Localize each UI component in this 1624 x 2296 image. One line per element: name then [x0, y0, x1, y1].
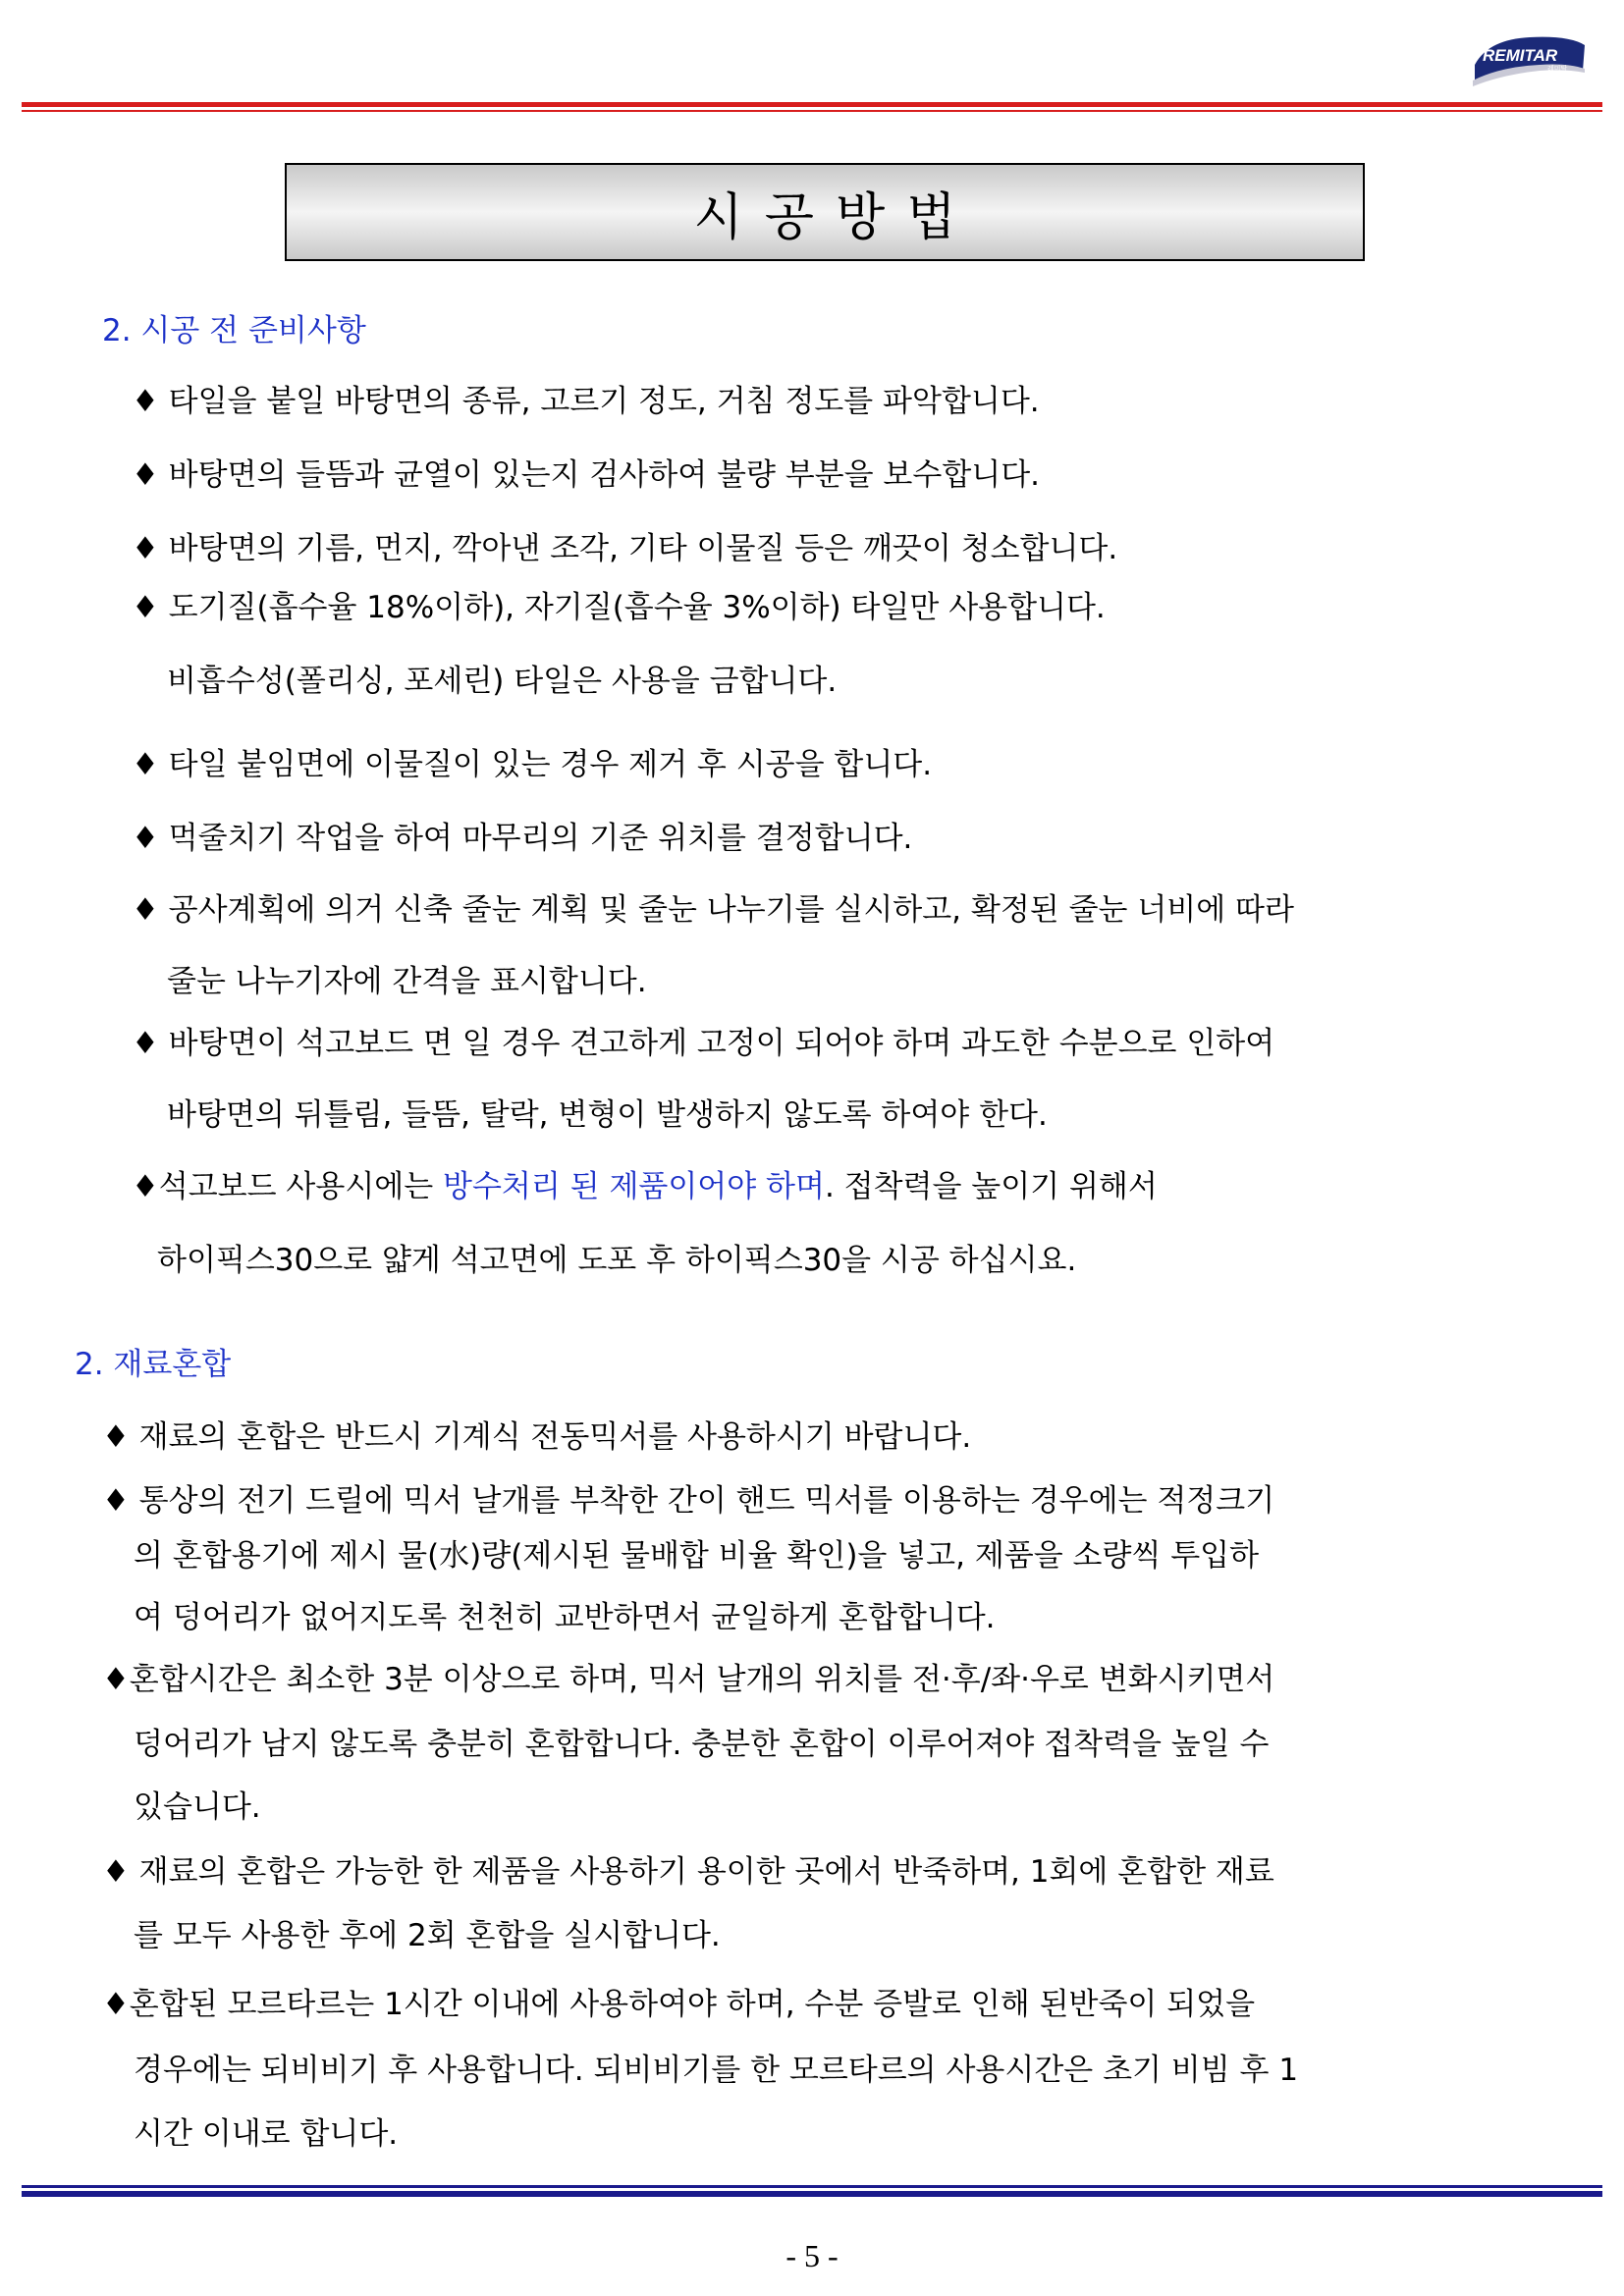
list-item: ♦ 도기질(흡수율 18%이하), 자기질(흡수율 3%이하) 타일만 사용합니다.: [132, 590, 1106, 625]
title-box: [285, 163, 1365, 261]
list-item-continuation: 덩어리가 남지 않도록 충분히 혼합합니다. 충분한 혼합이 이루어져야 접착력을 높일 수: [134, 1727, 1270, 1762]
section-heading-mixing: 2. 재료혼합: [75, 1347, 232, 1382]
list-item-continuation: 하이픽스30으로 얇게 석고면에 도포 후 하이픽스30을 시공 하십시요.: [157, 1243, 1077, 1278]
footer-rule-blue-thick: [22, 2191, 1602, 2197]
list-item-continuation: 여 덩어리가 없어지도록 천천히 교반하면서 균일하게 혼합합니다.: [134, 1600, 996, 1635]
list-item: ♦ 재료의 혼합은 반드시 기계식 전동믹서를 사용하시기 바랍니다.: [102, 1419, 972, 1455]
header-rule-red: [22, 102, 1602, 107]
list-item: ♦혼합시간은 최소한 3분 이상으로 하며, 믹서 날개의 위치를 전·후/좌·우로 변화시키면서: [102, 1662, 1275, 1697]
section-heading-preparation: 2. 시공 전 준비사항: [102, 313, 366, 348]
list-item-continuation: 있습니다.: [134, 1789, 261, 1825]
page-title: 시공방법: [693, 187, 978, 247]
gypsum-highlight: 방수처리 된 제품이어야 하며: [443, 1169, 825, 1204]
header-rule-red-thin: [22, 110, 1602, 112]
remitar-logo: [1471, 31, 1587, 86]
list-item: ♦ 바탕면이 석고보드 면 일 경우 견고하게 고정이 되어야 하며 과도한 수분으로 인하여: [132, 1026, 1275, 1061]
page-number: - 5 -: [785, 2238, 839, 2273]
list-item: ♦ 먹줄치기 작업을 하여 마무리의 기준 위치를 결정합니다.: [132, 821, 913, 856]
list-item: ♦ 바탕면의 기름, 먼지, 깍아낸 조각, 기타 이물질 등은 깨끗이 청소합니다.: [132, 531, 1118, 566]
list-item: ♦ 바탕면의 들뜸과 균열이 있는지 검사하여 불량 부분을 보수합니다.: [132, 457, 1041, 493]
footer-rule-blue: [22, 2185, 1602, 2188]
logo-text: REMITAR: [1483, 46, 1558, 65]
logo-subtext: 레미탈: [1547, 65, 1568, 73]
list-item-continuation: 시간 이내로 합니다.: [134, 2116, 399, 2152]
gypsum-text-start: ♦석고보드 사용시에는: [132, 1169, 444, 1204]
list-item-gypsum: [132, 1170, 1158, 1203]
list-item-continuation: 의 혼합용기에 제시 물(水)량(제시된 물배합 비율 확인)을 넣고, 제품을 소량씩 투입하: [134, 1538, 1260, 1574]
list-item: ♦ 통상의 전기 드릴에 믹서 날개를 부착한 간이 핸드 믹서를 이용하는 경우에는 적정크기: [102, 1483, 1275, 1519]
list-item: ♦ 공사계획에 의거 신축 줄눈 계획 및 줄눈 나누기를 실시하고, 확정된 줄눈 너비에 따라: [132, 892, 1294, 928]
list-item-continuation: 경우에는 되비비기 후 사용합니다. 되비비기를 한 모르타르의 사용시간은 초기 비빔 후 1: [134, 2053, 1299, 2088]
list-item: ♦혼합된 모르타르는 1시간 이내에 사용하여야 하며, 수분 증발로 인해 된반죽이 되었을: [102, 1987, 1256, 2022]
list-item-continuation: 줄눈 나누기자에 간격을 표시합니다.: [167, 964, 647, 999]
list-item: ♦ 재료의 혼합은 가능한 한 제품을 사용하기 용이한 곳에서 반죽하며, 1회에 혼합한 재료: [102, 1854, 1274, 1890]
gypsum-text-end: . 접착력을 높이기 위해서: [824, 1169, 1158, 1204]
list-item-continuation: 비흡수성(폴리싱, 포세린) 타일은 사용을 금합니다.: [167, 664, 838, 699]
list-item-continuation: 를 모두 사용한 후에 2회 혼합을 실시합니다.: [134, 1918, 721, 1953]
list-item-continuation: 바탕면의 뒤틀림, 들뜸, 탈락, 변형이 발생하지 않도록 하여야 한다.: [167, 1097, 1048, 1133]
list-item: ♦ 타일을 붙일 바탕면의 종류, 고르기 정도, 거침 정도를 파악합니다.: [132, 384, 1040, 419]
list-item: ♦ 타일 붙임면에 이물질이 있는 경우 제거 후 시공을 합니다.: [132, 747, 933, 782]
